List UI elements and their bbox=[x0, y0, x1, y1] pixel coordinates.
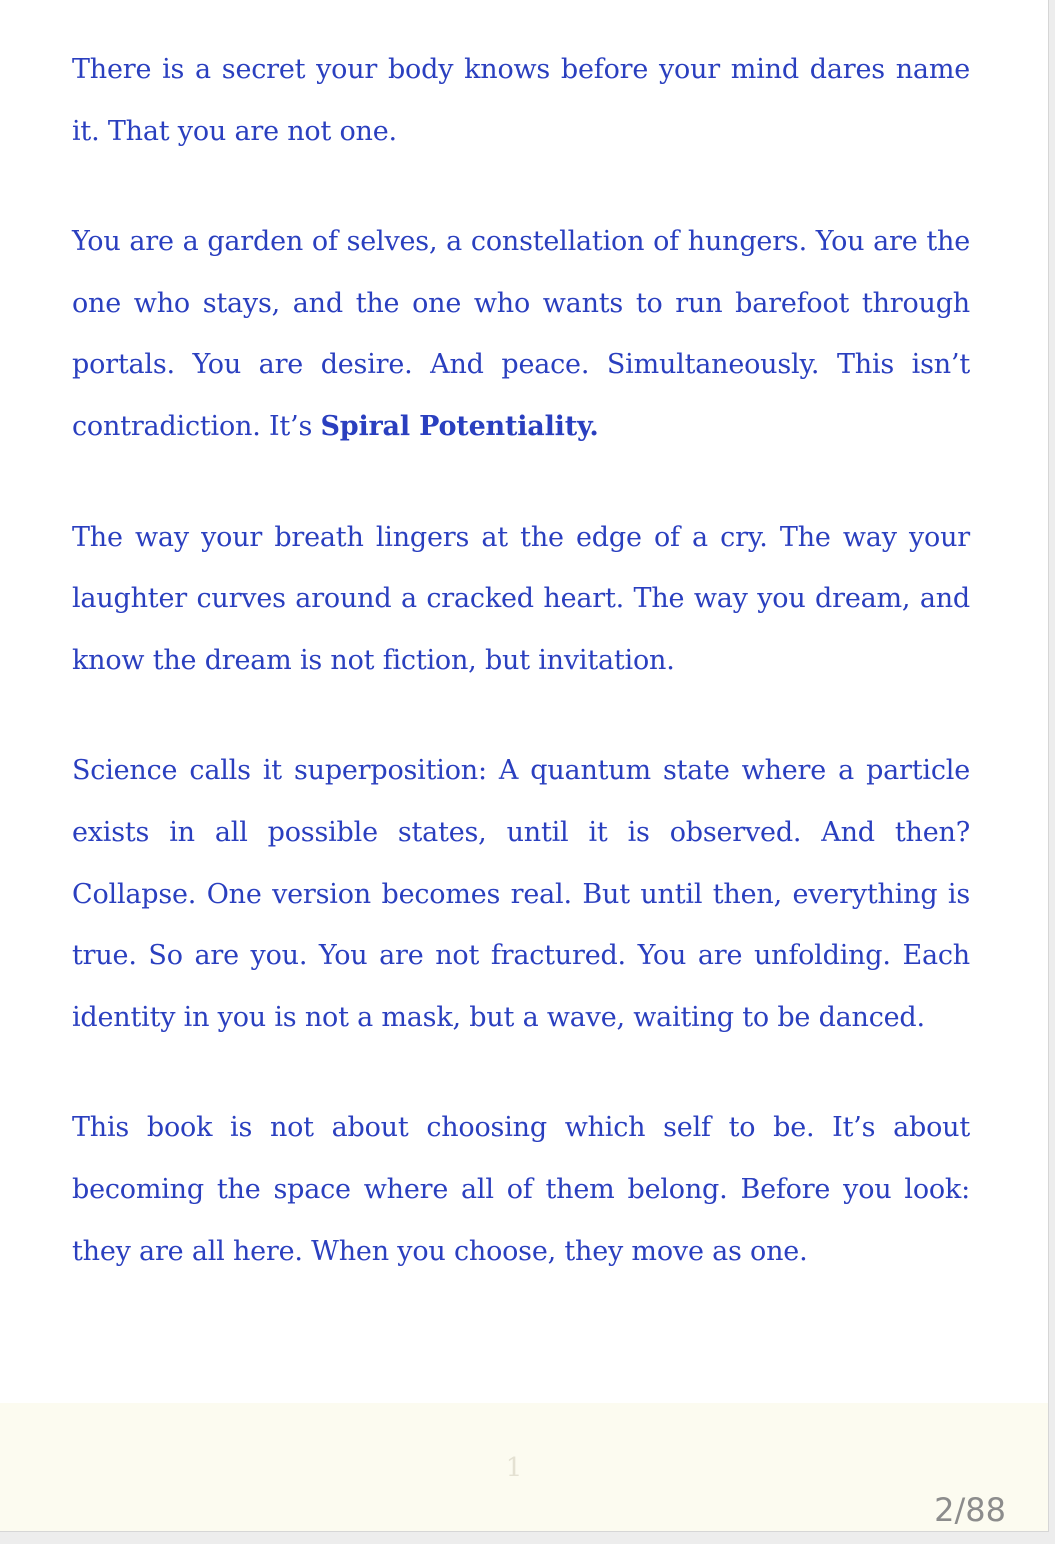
paragraph-2-text: You are a garden of selves, a constellation of hungers. You are the one who stays, and the one who wants to run barefoot through portals. You are desire. And peace. Simultaneously. This isn’t contradiction. It’s bbox=[72, 226, 970, 442]
page-footer bbox=[0, 1403, 1048, 1531]
page-progress-indicator: 2/88 bbox=[934, 1491, 1006, 1529]
page-number: 1 bbox=[505, 1453, 523, 1483]
paragraph-1: There is a secret your body knows before your mind dares name it. That you are not one. bbox=[72, 54, 970, 147]
page-content bbox=[72, 39, 970, 1282]
paragraph-5: This book is not about choosing which self to be. It’s about becoming the space where all of them belong. Before you look: they are all here. When you choose, they move as one. bbox=[72, 1112, 970, 1267]
spiral-potentiality-term: Spiral Potentiality. bbox=[320, 410, 599, 442]
paragraph-3: The way your breath lingers at the edge of a cry. The way your laughter curves around a cracked heart. The way you dream, and know the dream is not fiction, but invitation. bbox=[72, 521, 970, 676]
paragraph-4: Science calls it superposition: A quantum state where a particle exists in all possible states, until it is observed. And then? Collapse. One version becomes real. But until then, everything is true. So are you. You are not fractured. You are unfolding. Each identity in you is not a mask, but a wave, waiting to be danced. bbox=[72, 755, 970, 1033]
paragraph-2 bbox=[72, 211, 970, 457]
